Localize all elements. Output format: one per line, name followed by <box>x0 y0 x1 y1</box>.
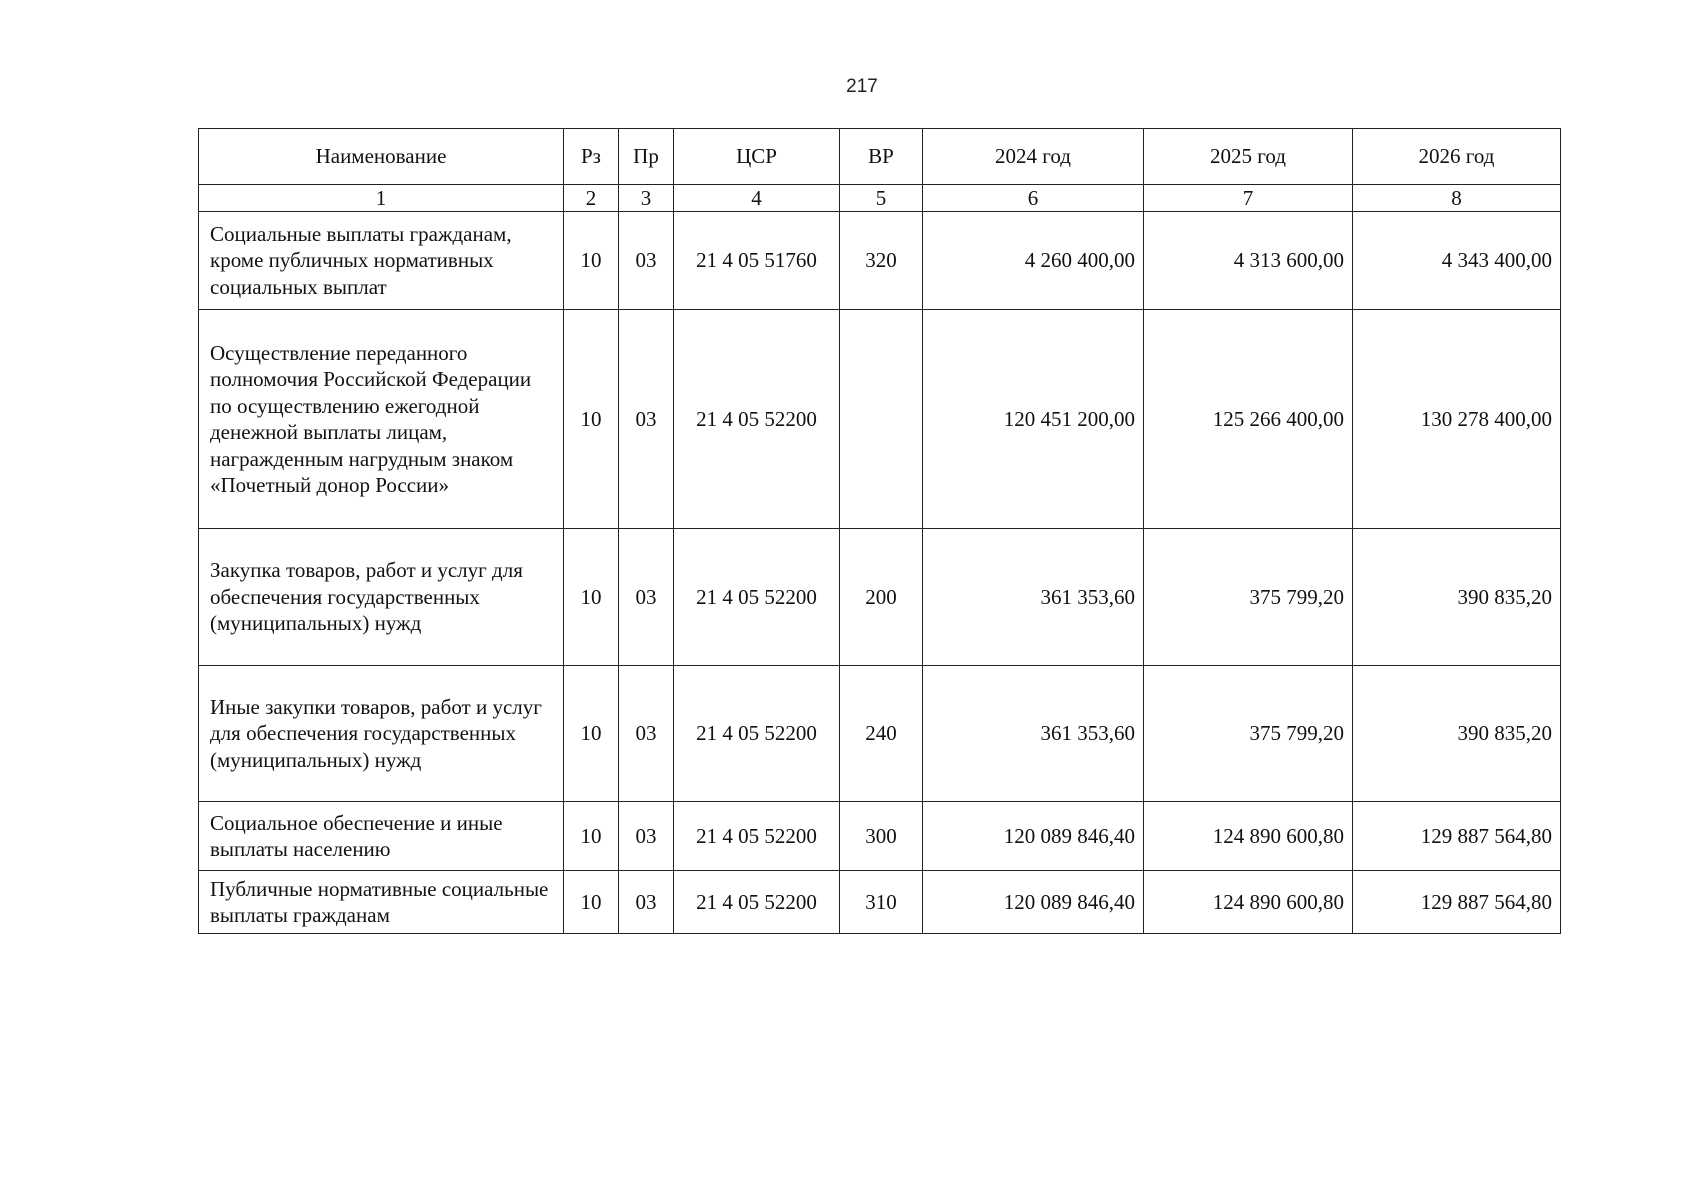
table-row <box>199 310 1561 529</box>
row-amount-2025: 4 313 600,00 <box>1144 212 1353 310</box>
row-amount-2024: 120 089 846,40 <box>923 802 1144 871</box>
table-row <box>199 666 1561 802</box>
row-amount-2025: 125 266 400,00 <box>1144 310 1353 529</box>
page-number: 217 <box>846 76 878 97</box>
row-vr: 300 <box>840 802 923 871</box>
budget-table <box>198 128 1561 934</box>
row-vr: 310 <box>840 871 923 934</box>
row-vr: 200 <box>840 529 923 666</box>
row-name: Социальные выплаты гражданам, кроме публичных нормативных социальных выплат <box>199 212 564 310</box>
header-vr: ВР <box>840 129 923 185</box>
row-pr: 03 <box>619 802 674 871</box>
table-row <box>199 871 1561 934</box>
table-row <box>199 802 1561 871</box>
header-csr: ЦСР <box>674 129 840 185</box>
row-csr: 21 4 05 52200 <box>674 310 840 529</box>
row-rz: 10 <box>564 310 619 529</box>
row-rz: 10 <box>564 871 619 934</box>
row-name: Публичные нормативные социальные выплаты гражданам <box>199 871 564 934</box>
row-name: Осуществление переданного полномочия Российской Федерации по осуществлению ежегодной денежной выплаты лицам, награжденным нагрудным знаком «Почетный донор России» <box>199 310 564 529</box>
header-rz: Рз <box>564 129 619 185</box>
row-vr <box>840 310 923 529</box>
row-csr: 21 4 05 52200 <box>674 871 840 934</box>
row-csr: 21 4 05 52200 <box>674 529 840 666</box>
row-rz: 10 <box>564 529 619 666</box>
column-number: 7 <box>1144 185 1353 212</box>
row-amount-2026: 390 835,20 <box>1353 666 1561 802</box>
header-2026: 2026 год <box>1353 129 1561 185</box>
table-row <box>199 212 1561 310</box>
row-amount-2025: 124 890 600,80 <box>1144 871 1353 934</box>
row-amount-2024: 120 089 846,40 <box>923 871 1144 934</box>
row-pr: 03 <box>619 310 674 529</box>
row-amount-2026: 390 835,20 <box>1353 529 1561 666</box>
column-number: 4 <box>674 185 840 212</box>
row-rz: 10 <box>564 666 619 802</box>
header-row <box>199 129 1561 185</box>
row-amount-2025: 375 799,20 <box>1144 666 1353 802</box>
row-name: Иные закупки товаров, работ и услуг для обеспечения государственных (муниципальных) нужд <box>199 666 564 802</box>
column-number: 5 <box>840 185 923 212</box>
row-pr: 03 <box>619 871 674 934</box>
column-number-row <box>199 185 1561 212</box>
row-amount-2025: 124 890 600,80 <box>1144 802 1353 871</box>
column-number: 6 <box>923 185 1144 212</box>
row-pr: 03 <box>619 666 674 802</box>
row-vr: 240 <box>840 666 923 802</box>
row-amount-2024: 361 353,60 <box>923 666 1144 802</box>
row-amount-2024: 120 451 200,00 <box>923 310 1144 529</box>
row-csr: 21 4 05 52200 <box>674 802 840 871</box>
header-2024: 2024 год <box>923 129 1144 185</box>
row-pr: 03 <box>619 212 674 310</box>
row-amount-2026: 130 278 400,00 <box>1353 310 1561 529</box>
header-name: Наименование <box>199 129 564 185</box>
row-amount-2024: 4 260 400,00 <box>923 212 1144 310</box>
row-csr: 21 4 05 52200 <box>674 666 840 802</box>
column-number: 3 <box>619 185 674 212</box>
row-amount-2026: 4 343 400,00 <box>1353 212 1561 310</box>
row-name: Социальное обеспечение и иные выплаты населению <box>199 802 564 871</box>
row-amount-2026: 129 887 564,80 <box>1353 871 1561 934</box>
row-pr: 03 <box>619 529 674 666</box>
row-rz: 10 <box>564 212 619 310</box>
row-vr: 320 <box>840 212 923 310</box>
row-amount-2026: 129 887 564,80 <box>1353 802 1561 871</box>
row-csr: 21 4 05 51760 <box>674 212 840 310</box>
row-amount-2025: 375 799,20 <box>1144 529 1353 666</box>
column-number: 2 <box>564 185 619 212</box>
table-row <box>199 529 1561 666</box>
row-name: Закупка товаров, работ и услуг для обеспечения государственных (муниципальных) нужд <box>199 529 564 666</box>
row-rz: 10 <box>564 802 619 871</box>
column-number: 8 <box>1353 185 1561 212</box>
header-2025: 2025 год <box>1144 129 1353 185</box>
header-pr: Пр <box>619 129 674 185</box>
row-amount-2024: 361 353,60 <box>923 529 1144 666</box>
column-number: 1 <box>199 185 564 212</box>
